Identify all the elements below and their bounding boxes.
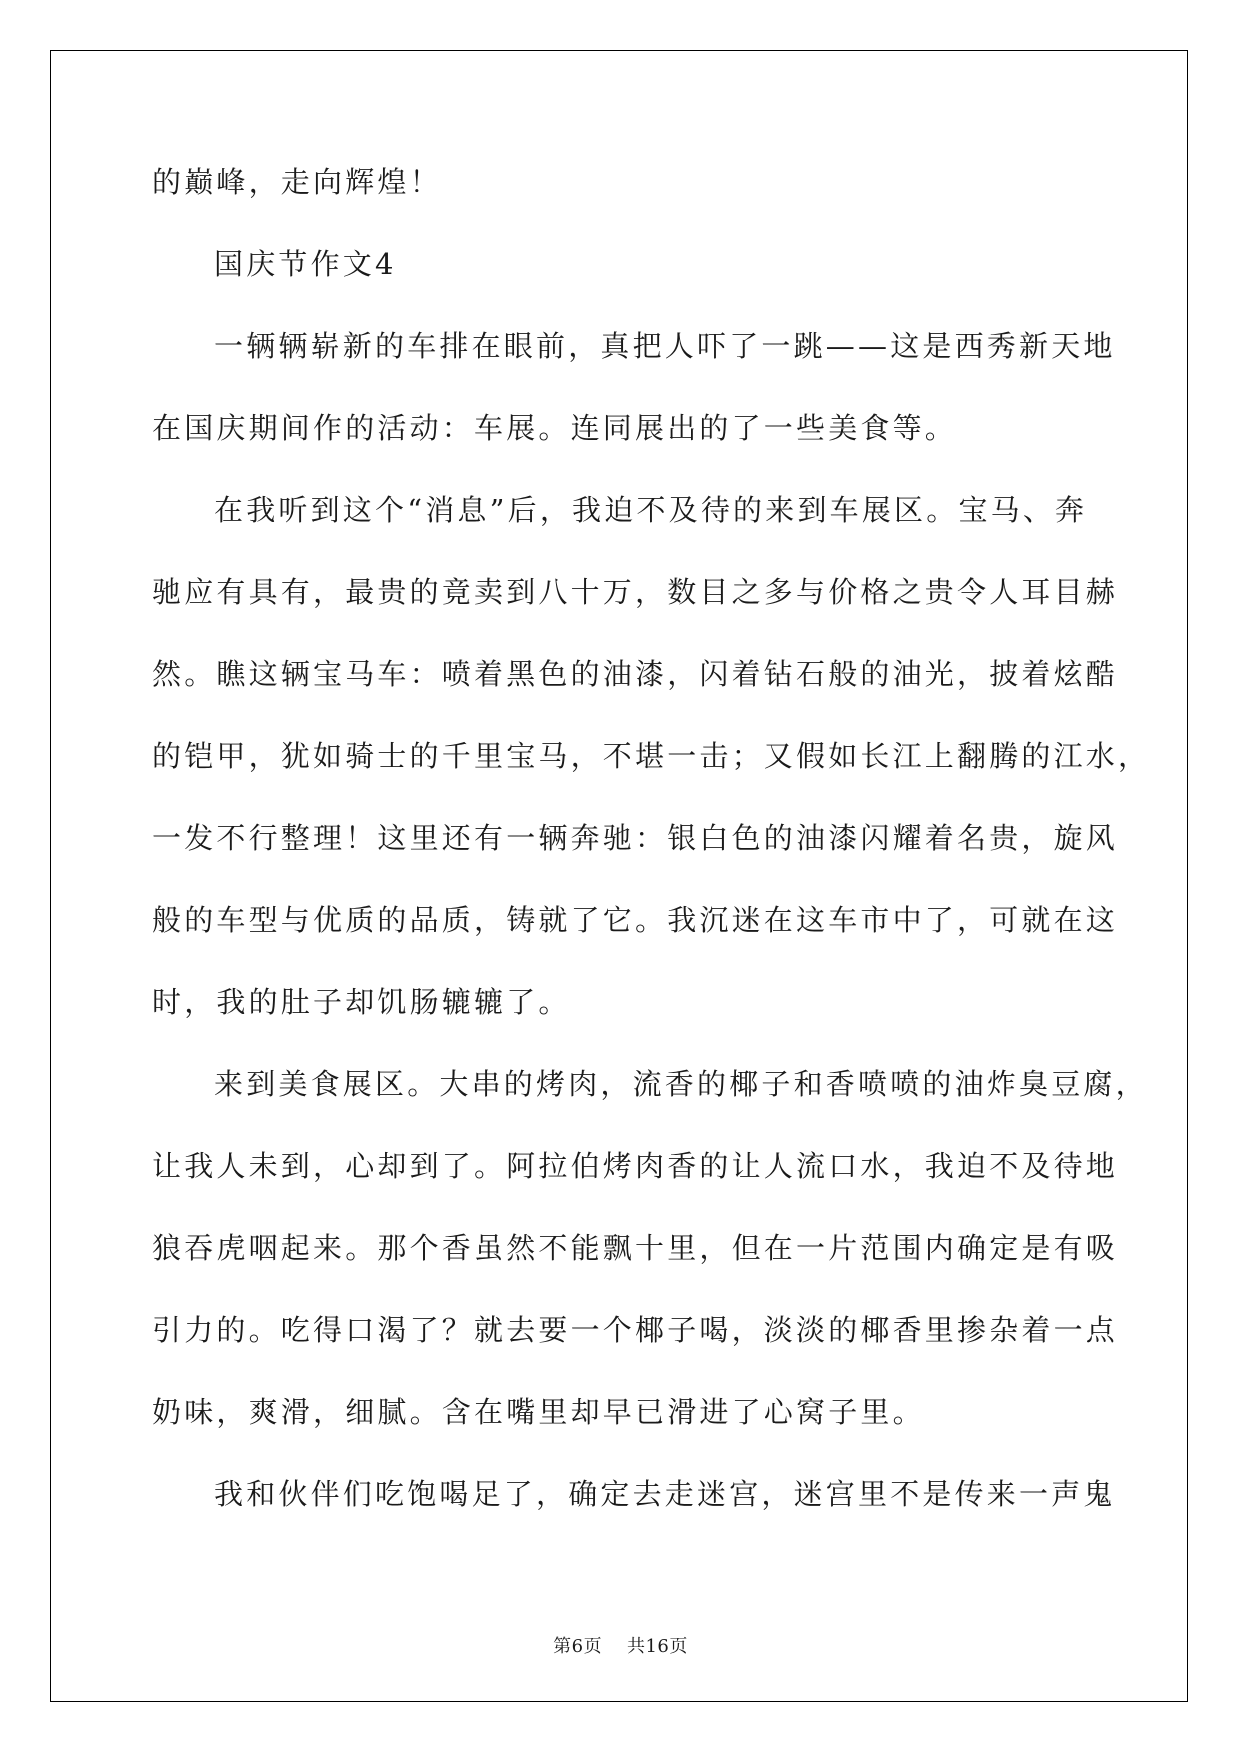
page-number: 第6页 — [553, 1636, 603, 1657]
text-line: 引力的。吃得口渴了？就去要一个椰子喝，淡淡的椰香里掺杂着一点 — [152, 1313, 1119, 1347]
text-line: 让我人未到，心却到了。阿拉伯烤肉香的让人流口水，我迫不及待地 — [152, 1149, 1119, 1183]
text-line: 来到美食展区。大串的烤肉，流香的椰子和香喷喷的油炸臭豆腐， — [214, 1067, 1148, 1101]
page-footer — [0, 1632, 1241, 1658]
text-line: 在我听到这个“消息”后，我迫不及待的来到车展区。宝马、奔 — [214, 493, 1088, 527]
section-heading: 国庆节作文4 — [214, 247, 397, 281]
text-line: 一辆辆崭新的车排在眼前，真把人吓了一跳——这是西秀新天地 — [214, 329, 1116, 363]
text-line: 般的车型与优质的品质，铸就了它。我沉迷在这车市中了，可就在这 — [152, 903, 1119, 937]
text-line: 然。瞧这辆宝马车：喷着黑色的油漆，闪着钻石般的油光，披着炫酷 — [152, 657, 1119, 691]
text-line: 的铠甲，犹如骑士的千里宝马，不堪一击；又假如长江上翻腾的江水， — [152, 739, 1151, 773]
text-line: 奶味，爽滑，细腻。含在嘴里却早已滑进了心窝子里。 — [152, 1395, 925, 1429]
text-line: 在国庆期间作的活动：车展。连同展出的了一些美食等。 — [152, 411, 958, 445]
text-line: 的巅峰，走向辉煌！ — [152, 165, 442, 199]
text-line: 一发不行整理！这里还有一辆奔驰：银白色的油漆闪耀着名贵，旋风 — [152, 821, 1119, 855]
page-total: 共16页 — [626, 1636, 688, 1657]
text-line: 我和伙伴们吃饱喝足了，确定去走迷宫，迷宫里不是传来一声鬼 — [214, 1477, 1116, 1511]
text-line: 时，我的肚子却饥肠辘辘了。 — [152, 985, 571, 1019]
document-body — [152, 165, 1151, 1562]
text-line: 驰应有具有，最贵的竟卖到八十万，数目之多与价格之贵令人耳目赫 — [152, 575, 1119, 609]
text-line: 狼吞虎咽起来。那个香虽然不能飘十里，但在一片范围内确定是有吸 — [152, 1231, 1119, 1265]
